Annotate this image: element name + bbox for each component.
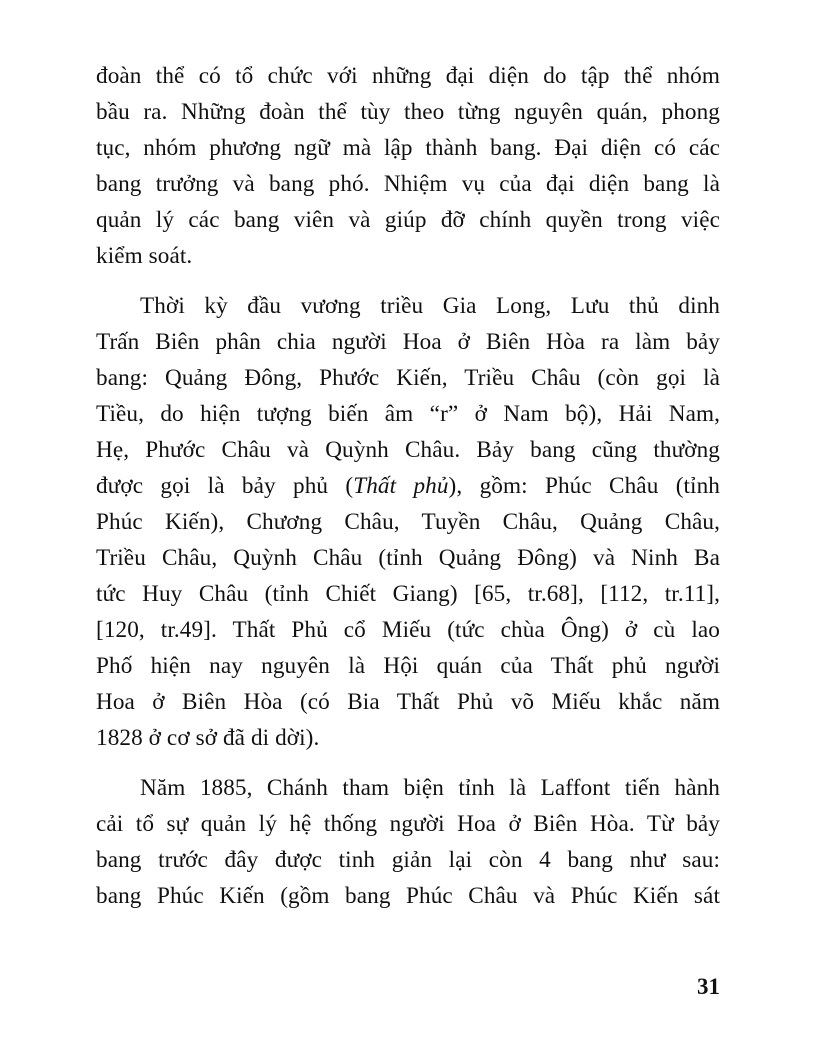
text-line: Triều Châu, Quỳnh Châu (tỉnh Quảng Đông) và Ninh Ba (96, 545, 720, 571)
text-line: Thời kỳ đầu vương triều Gia Long, Lưu thủ dinh (140, 293, 720, 319)
text-line: bầu ra. Những đoàn thể tùy theo từng nguyên quán, phong (96, 99, 720, 125)
text-line: bang trưởng và bang phó. Nhiệm vụ của đại diện bang là (96, 171, 720, 197)
italic-term: Thất phủ (353, 473, 449, 499)
paragraph-3 (96, 770, 720, 914)
text-segment: được gọi là bảy phủ ( (96, 473, 354, 499)
text-line: [120, tr.49]. Thất Phủ cổ Miếu (tức chùa Ông) ở cù lao (96, 617, 720, 643)
text-line: tức Huy Châu (tỉnh Chiết Giang) [65, tr.68], [112, tr.11], (96, 581, 720, 607)
paragraph-1 (96, 58, 720, 274)
text-line: Hoa ở Biên Hòa (có Bia Thất Phủ võ Miếu khắc năm (96, 689, 720, 715)
text-line-with-italic (96, 468, 720, 504)
text-line: bang Phúc Kiến (gồm bang Phúc Châu và Phúc Kiến sát (96, 883, 720, 909)
text-line: Phúc Kiến), Chương Châu, Tuyền Châu, Quảng Châu, (96, 509, 720, 535)
text-line: 1828 ở cơ sở đã di dời). (96, 725, 320, 751)
text-line: Tiều, do hiện tượng biến âm “r” ở Nam bộ), Hải Nam, (96, 401, 720, 427)
text-line: Hẹ, Phước Châu và Quỳnh Châu. Bảy bang cũng thường (96, 437, 720, 463)
text-line: Trấn Biên phân chia người Hoa ở Biên Hòa ra làm bảy (96, 329, 720, 355)
text-line: tục, nhóm phương ngữ mà lập thành bang. Đại diện có các (96, 135, 720, 161)
text-line: bang trước đây được tinh giản lại còn 4 bang như sau: (96, 847, 720, 873)
text-segment: ), gồm: Phúc Châu (tỉnh (448, 473, 720, 499)
text-line: bang: Quảng Đông, Phước Kiến, Triều Châu (còn gọi là (96, 365, 720, 391)
text-line: Năm 1885, Chánh tham biện tỉnh là Laffont tiến hành (140, 775, 720, 801)
text-line: kiểm soát. (96, 243, 193, 269)
page-body (96, 58, 720, 928)
text-line: Phố hiện nay nguyên là Hội quán của Thất phủ người (96, 653, 720, 679)
page-number: 31 (697, 974, 720, 999)
paragraph-2 (96, 288, 720, 756)
text-line: cải tổ sự quản lý hệ thống người Hoa ở Biên Hòa. Từ bảy (96, 811, 720, 837)
text-line: quản lý các bang viên và giúp đỡ chính quyền trong việc (96, 207, 720, 233)
text-line: đoàn thể có tổ chức với những đại diện do tập thể nhóm (96, 63, 720, 89)
